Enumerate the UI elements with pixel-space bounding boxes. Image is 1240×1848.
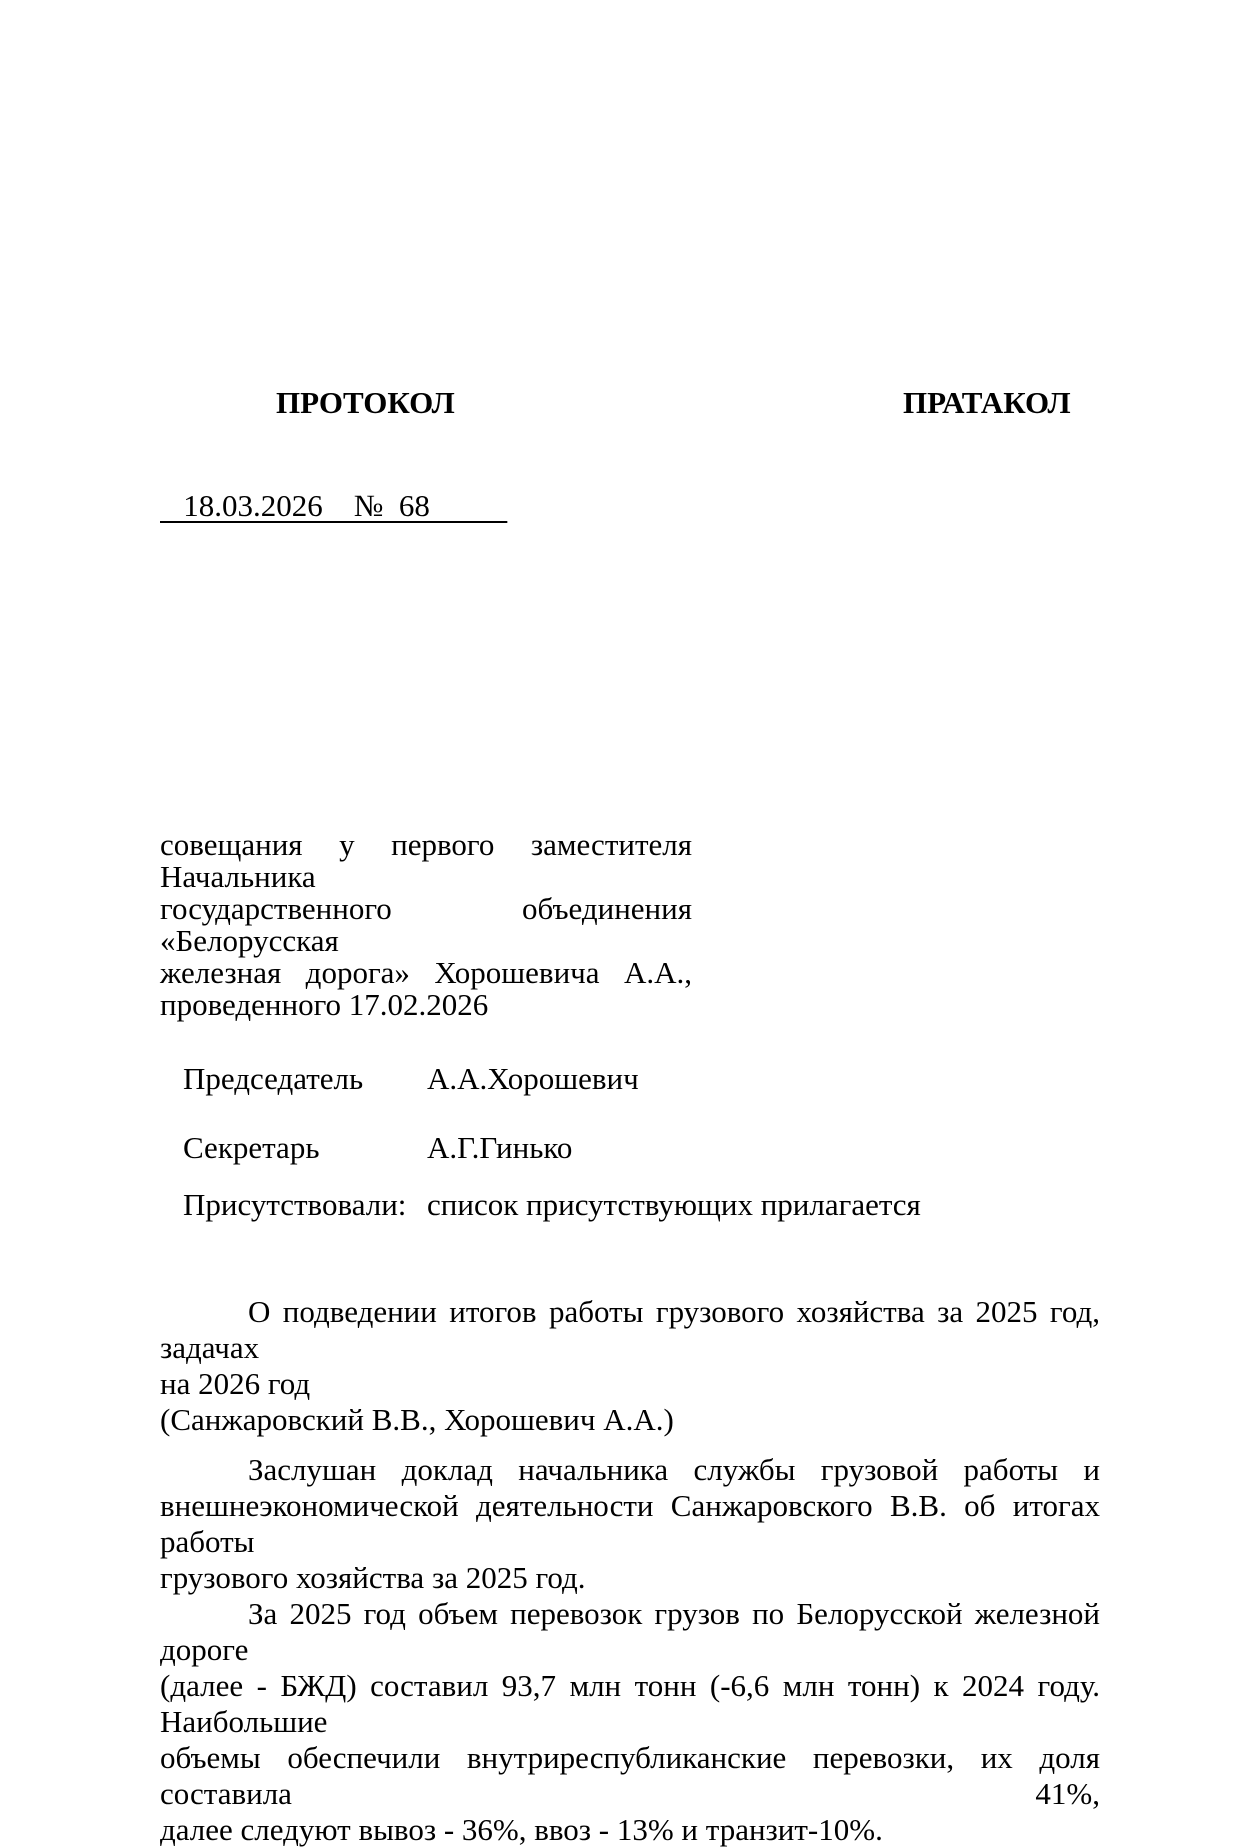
- official-role-label: Председатель: [183, 1061, 364, 1096]
- body-paragraph-report: [160, 1452, 1100, 1596]
- title-protocol-russian: ПРОТОКОЛ: [276, 385, 455, 420]
- official-name-value: А.А.Хорошевич: [427, 1061, 639, 1096]
- meeting-line-2: государственного объединения «Белорусская: [160, 891, 692, 958]
- meeting-description: [160, 829, 692, 1021]
- subject-line-1: О подведении итогов работы грузового хозяйства за 2025 год, задачах: [160, 1294, 1100, 1365]
- official-row-chairman: [160, 1061, 1100, 1097]
- subject-line-2: на 2026 год: [160, 1366, 311, 1401]
- official-name-value: А.Г.Гинько: [427, 1130, 573, 1165]
- subject-paragraph: [160, 1294, 1100, 1438]
- meeting-line-3: железная дорога» Хорошевича А.А.,: [160, 955, 692, 990]
- official-role-label: Присутствовали:: [183, 1187, 407, 1222]
- paragraph-line: грузового хозяйства за 2025 год.: [160, 1560, 586, 1595]
- paragraph-line: объемы обеспечили внутриреспубликанские перевозки, их доля составила 41%,: [160, 1740, 1100, 1811]
- paragraph-line: Заслушан доклад начальника службы грузовой работы и: [248, 1452, 1100, 1487]
- document-header: [160, 385, 1100, 421]
- paragraph-line: За 2025 год объем перевозок грузов по Белорусской железной дороге: [160, 1596, 1100, 1667]
- meeting-line-4: проведенного 17.02.2026: [160, 987, 489, 1022]
- official-row-secretary: [160, 1130, 1100, 1166]
- official-row-attendees: [160, 1187, 1100, 1223]
- date-number-value: 18.03.2026 № 68: [160, 488, 508, 523]
- officials-list: [160, 1061, 1100, 1223]
- meeting-line-1: совещания у первого заместителя Начальника: [160, 827, 692, 894]
- paragraph-line: далее следуют вывоз - 36%, ввоз - 13% и транзит-10%.: [160, 1812, 883, 1847]
- official-role-label: Секретарь: [183, 1130, 320, 1165]
- official-name-value: список присутствующих прилагается: [427, 1187, 921, 1222]
- title-protocol-belarusian: ПРАТАКОЛ: [903, 385, 1071, 420]
- body-paragraph-statistics: [160, 1596, 1100, 1848]
- paragraph-line: внешнеэкономической деятельности Санжаровского В.В. об итогах работы: [160, 1488, 1100, 1559]
- subject-line-3: (Санжаровский В.В., Хорошевич А.А.): [160, 1402, 674, 1437]
- paragraph-line: (далее - БЖД) составил 93,7 млн тонн (-6,6 млн тонн) к 2024 году. Наибольшие: [160, 1668, 1100, 1739]
- date-number-line: [160, 488, 1100, 524]
